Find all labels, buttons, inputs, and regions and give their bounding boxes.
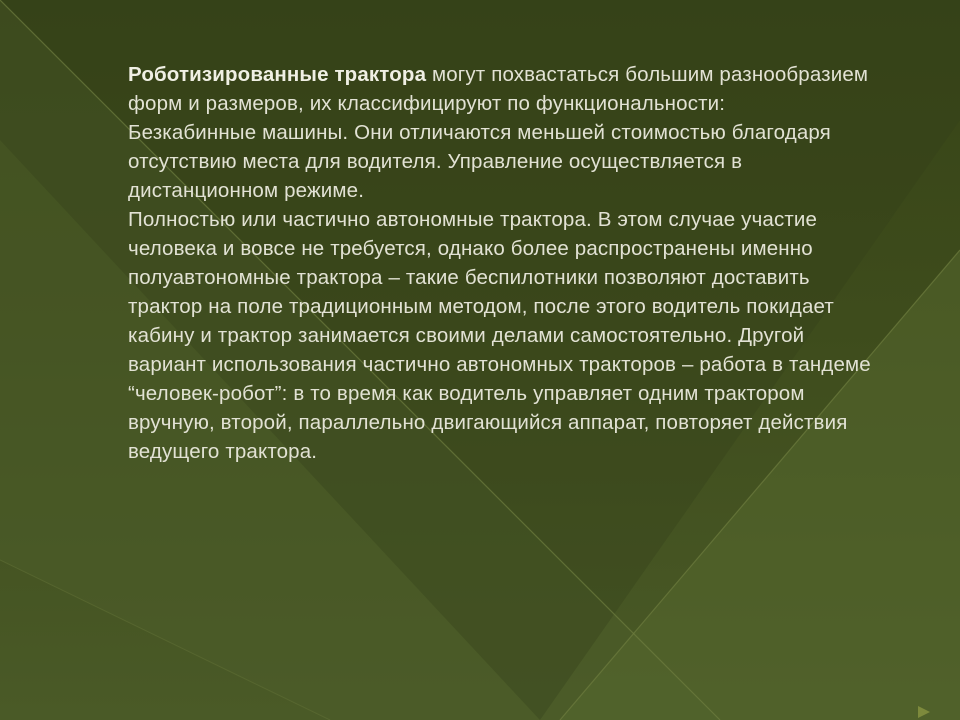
paragraph-intro bbox=[128, 60, 888, 118]
body-text bbox=[128, 60, 888, 466]
paragraph-lead: Роботизированные трактора bbox=[128, 63, 427, 86]
paragraph-cabless: Безкабинные машины. Они отличаются меньшей стоимостью благодаря отсутствию места для водителя. Управление осуществляется в дистанционном режиме. bbox=[128, 121, 831, 202]
paragraph-text: могут похвастаться большим разнообразием форм и размеров, их классифицируют по функциональности: bbox=[128, 63, 869, 115]
paragraph-autonomous: Полностью или частично автономные трактора. В этом случае участие человека и вовсе не требуется, однако более распространены именно полуавтономные трактора – такие беспилотники позволяют доставить трактор на поле традиционным методом, после этого водитель покидает кабину и трактор занимается своими делами самостоятельно. Другой вариант использования частично автономных тракторов – работа в тандеме “человек-робот”: в то время как водитель управляет одним трактором вручную, второй, параллельно двигающийся аппарат, повторяет действия ведущего трактора. bbox=[128, 208, 871, 463]
